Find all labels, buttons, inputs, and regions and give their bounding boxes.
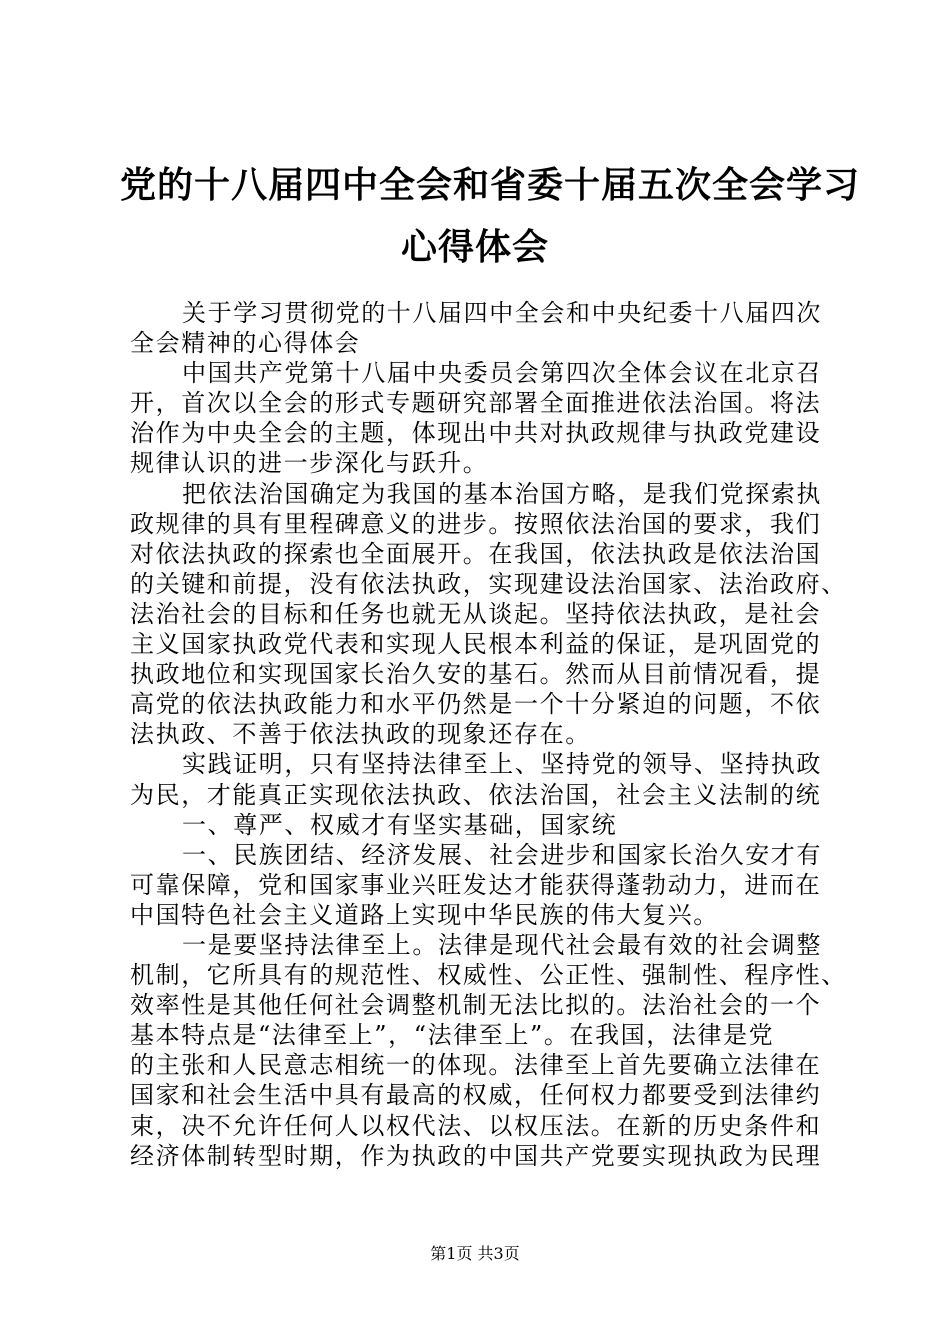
text-line: 对依法执政的探索也全面展开。在我国，依法执政是依法治国	[130, 539, 822, 568]
text-line: 基本特点是“法律至上”，“法律至上”。在我国，法律是党	[130, 1021, 775, 1050]
document-title-line-2: 心得体会	[400, 227, 549, 268]
text-line: 规律认识的进一步深化与跃升。	[130, 449, 489, 478]
text-line: 可靠保障，党和国家事业兴旺发达才能获得蓬勃动力，进而在	[130, 870, 822, 899]
text-line: 开，首次以全会的形式专题研究部署全面推进依法治国。将法	[130, 389, 822, 418]
text-line: 一是要坚持法律至上。法律是现代社会最有效的社会调整	[182, 930, 822, 959]
text-line: 政规律的具有里程碑意义的进步。按照依法治国的要求，我们	[130, 509, 822, 538]
document-body	[130, 298, 847, 1171]
text-line: 的主张和人民意志相统一的体现。法律至上首先要确立法律在	[130, 1051, 822, 1080]
text-line: 法执政、不善于依法执政的现象还存在。	[130, 720, 591, 749]
text-line: 一、民族团结、经济发展、社会进步和国家长治久安才有	[182, 840, 822, 869]
document-title-line-1: 党的十八届四中全会和省委十届五次全会学习	[120, 165, 861, 206]
text-line: 实践证明，只有坚持法律至上、坚持党的领导、坚持执政	[182, 750, 822, 779]
text-line: 经济体制转型时期，作为执政的中国共产党要实现执政为民理	[130, 1141, 822, 1170]
text-line: 关于学习贯彻党的十八届四中全会和中央纪委十八届四次	[182, 299, 822, 327]
text-line: 高党的依法执政能力和水平仍然是一个十分紧迫的问题，不依	[130, 690, 822, 719]
text-line: 的关键和前提，没有依法执政，实现建设法治国家、法治政府、	[130, 569, 847, 598]
text-line: 为民，才能真正实现依法执政、依法治国，社会主义法制的统	[130, 780, 822, 809]
text-line: 效率性是其他任何社会调整机制无法比拟的。法治社会的一个	[130, 991, 822, 1020]
text-line: 执政地位和实现国家长治久安的基石。然而从目前情况看，提	[130, 660, 822, 689]
text-line: 治作为中央全会的主题，体现出中共对执政规律与执政党建设	[130, 419, 822, 448]
text-line: 法治社会的目标和任务也就无从谈起。坚持依法执政，是社会	[130, 599, 822, 628]
text-line: 把依法治国确定为我国的基本治国方略，是我们党探索执	[182, 479, 822, 508]
text-line: 机制，它所具有的规范性、权威性、公正性、强制性、程序性、	[130, 961, 847, 990]
page-footer: 第1页 共3页	[430, 1244, 520, 1263]
text-line: 中国共产党第十八届中央委员会第四次全体会议在北京召	[182, 359, 822, 388]
text-line: 主义国家执政党代表和实现人民根本利益的保证，是巩固党的	[130, 630, 822, 659]
text-line: 束，决不允许任何人以权代法、以权压法。在新的历史条件和	[130, 1111, 822, 1140]
text-line: 国家和社会生活中具有最高的权威，任何权力都要受到法律约	[130, 1081, 822, 1110]
text-line: 中国特色社会主义道路上实现中华民族的伟大复兴。	[130, 900, 719, 929]
text-line: 一、尊严、权威才有坚实基础，国家统	[182, 810, 618, 839]
text-line: 全会精神的心得体会	[130, 329, 361, 358]
